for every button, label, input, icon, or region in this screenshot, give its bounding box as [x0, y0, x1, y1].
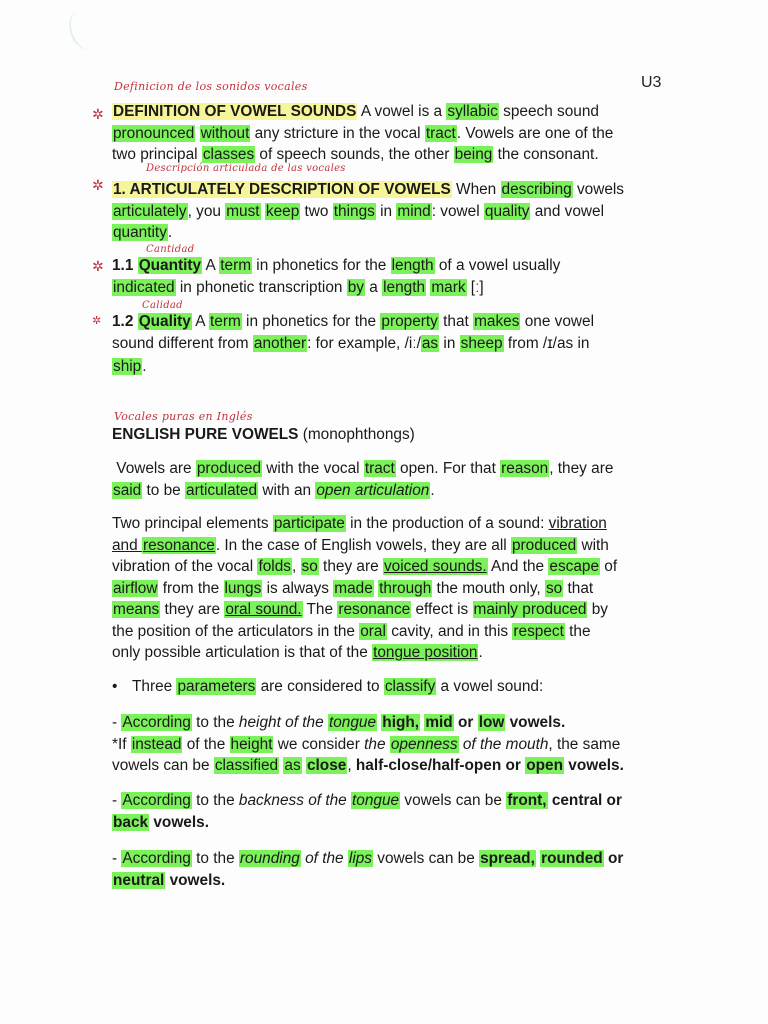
handwritten-note-pure-vowels: Vocales puras en Inglés [114, 410, 253, 423]
star-mark-icon: ✲ [92, 314, 102, 327]
section-1-2-paragraph: 1.2 Quality A term in phonetics for the property that makes one vowel sound different from another: for example, /iː/as in sheep from /ɪ/as in ship. [112, 313, 595, 375]
pure-vowels-heading [112, 424, 672, 446]
bullet-icon: • [112, 678, 118, 695]
pure-vowels-title: ENGLISH PURE VOWELS [112, 426, 299, 443]
pen-mark [64, 6, 104, 53]
parameters-bullet: • Three parameters are considered to classify a vowel sound: [112, 676, 672, 698]
section-1-1-label: 1.1 [112, 257, 134, 274]
star-mark-icon: ✲ [92, 178, 104, 194]
pure-vowels-subtitle: (monophthongs) [302, 426, 415, 443]
section-1-title: 1. ARTICULATELY DESCRIPTION OF VOWELS [113, 181, 451, 198]
star-mark-icon: ✲ [92, 107, 104, 123]
produced-paragraph: Vowels are produced with the vocal tract open. For that reason, they are said to be articulated with an open articulation. [112, 460, 614, 499]
handwritten-note-definition: Definicion de los sonidos vocales [114, 80, 308, 93]
handwritten-note-description: Descripción articulada de las vocales [146, 163, 346, 174]
unit-label: U3 [641, 74, 662, 91]
section-1-2-label: 1.2 [112, 313, 134, 330]
elements-paragraph: Two principal elements participate in the production of a sound: vibration and resonance. In the case of English vowels, they are all produced with vibration of the vocal folds, so they are voiced sounds. And the escape of airflow from the lungs is always made through the mouth only, so that means they are oral sound. The resonance effect is mainly produced by the position of the articulators in the oral cavity, and in this respect the only possible articulation is that of the tongue position. [112, 515, 618, 661]
rounding-paragraph: - According to the rounding of the lips vowels can be spread, rounded or neutral vowels. [112, 850, 624, 889]
definition-title: DEFINITION OF VOWEL SOUNDS [113, 103, 357, 120]
section-1-1-paragraph: 1.1 Quantity A term in phonetics for the length of a vowel usually indicated in phonetic transcription by a length mark [ː] [112, 257, 561, 296]
section-1-paragraph: 1. ARTICULATELY DESCRIPTION OF VOWELS When describing vowels articulately, you must keep two things in mind: vowel quality and vowel quantity. [113, 181, 625, 241]
section-1-2-title: Quality [138, 313, 191, 330]
handwritten-note-quality: Calidad [142, 300, 183, 311]
section-1-1-title: Quantity [138, 257, 202, 274]
handwritten-note-quantity: Cantidad [146, 244, 195, 255]
star-mark-icon: ✲ [92, 259, 104, 275]
backness-paragraph: - According to the backness of the tongue vowels can be front, central or back vowels. [112, 792, 622, 831]
height-paragraph: - According to the height of the tongue high, mid or low vowels. *If instead of the height we consider the openness of the mouth, the same vowels can be classified as close, half-close/half-open or open vowels. [112, 714, 624, 774]
definition-paragraph: DEFINITION OF VOWEL SOUNDS A vowel is a syllabic speech sound pronounced without any stricture in the vocal tract. Vowels are one of the two principal classes of speech sounds, the other being the consonant. [112, 103, 614, 163]
